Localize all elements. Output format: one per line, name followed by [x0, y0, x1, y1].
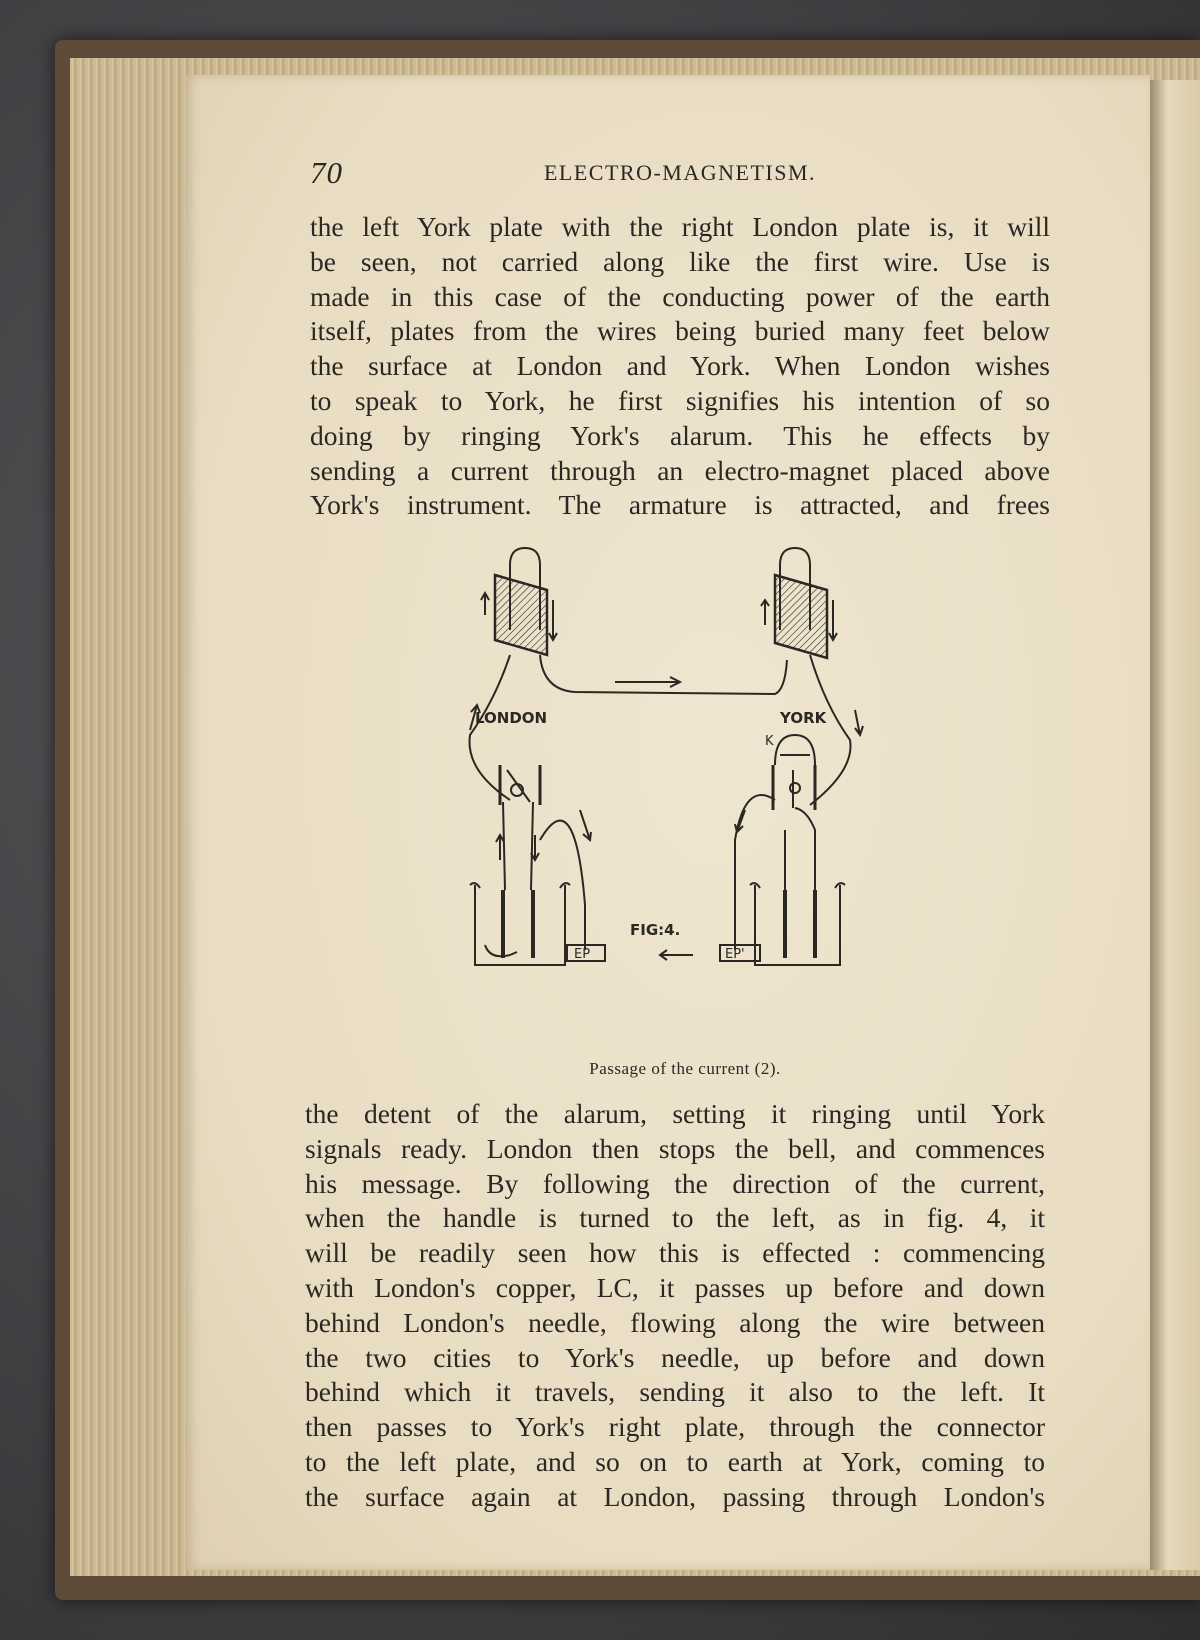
figure-number-label: FIG:4.	[630, 921, 681, 939]
text-line: be seen, not carried along like the first wire. Use is	[310, 245, 1050, 277]
paragraph-bottom	[305, 1097, 1045, 1515]
facing-page-edge	[1150, 80, 1200, 1570]
text-line: signals ready. London then stops the bell, and commences	[305, 1132, 1045, 1164]
text-line: the two cities to York's needle, up before and down	[305, 1341, 1045, 1373]
page-header	[310, 155, 1050, 191]
telegraph-diagram	[455, 540, 915, 1000]
running-head: ELECTRO-MAGNETISM.	[543, 160, 817, 185]
text-line: the surface at London and York. When London wishes	[310, 350, 1050, 382]
figure-label-london: LONDON	[475, 709, 548, 727]
york-battery	[755, 885, 840, 965]
line-wire	[540, 655, 787, 694]
text-line: sending a current through an electro-magnet placed above	[310, 454, 1050, 486]
text-line: made in this case of the conducting power of the earth	[310, 280, 1050, 312]
page-number: 70	[310, 155, 343, 190]
london-needle-plate	[495, 575, 547, 655]
text-line: to the left plate, and so on to earth at York, coming to	[305, 1445, 1045, 1477]
text-line: behind which it travels, sending it also to the left. It	[305, 1376, 1045, 1408]
figure-label-york: YORK	[780, 709, 827, 727]
text-line: the surface again at London, passing through London's	[305, 1480, 1045, 1512]
text-line: itself, plates from the wires being buried many feet below	[310, 315, 1050, 347]
text-line: will be readily seen how this is effected : commencing	[305, 1237, 1045, 1269]
figure-label-k: K	[765, 734, 774, 749]
figure-label-ep-left: EP	[574, 947, 591, 962]
york-needle-plate	[775, 575, 827, 658]
text-line: with London's copper, LC, it passes up before and down	[305, 1271, 1045, 1303]
book-page	[185, 75, 1150, 1570]
text-line: the detent of the alarum, setting it ringing until York	[305, 1098, 1045, 1129]
text-line: behind London's needle, flowing along the wire between	[305, 1306, 1045, 1338]
figure-caption: Passage of the current (2).	[589, 1059, 781, 1078]
london-left-wire	[470, 655, 511, 800]
text-line: to speak to York, he first signifies his intention of so	[310, 384, 1050, 416]
text-line: then passes to York's right plate, through the connector	[305, 1411, 1045, 1443]
text-line: his message. By following the direction of the current,	[305, 1167, 1045, 1199]
text-line: doing by ringing York's alarum. This he effects by	[310, 419, 1050, 451]
paragraph-top	[310, 210, 1050, 523]
york-bell	[775, 735, 815, 765]
text-line: when the handle is turned to the left, as in fig. 4, it	[305, 1202, 1045, 1234]
telegraph-figure	[455, 540, 915, 1000]
london-battery	[475, 885, 565, 965]
figure-label-ep-right: EP'	[725, 947, 745, 962]
text-line: York's instrument. The armature is attracted, and frees	[310, 489, 1050, 521]
text-line: the left York plate with the right London plate is, it will	[310, 211, 1050, 242]
